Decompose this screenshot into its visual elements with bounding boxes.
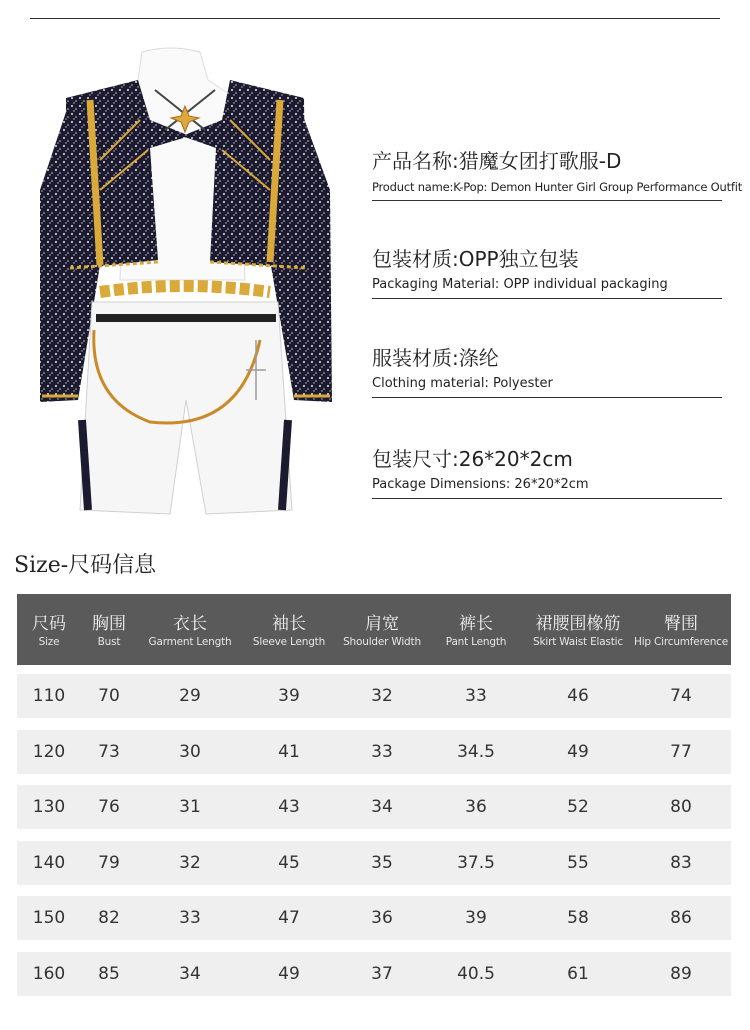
table-cell: 33	[465, 686, 487, 706]
table-cell: 45	[278, 852, 300, 873]
spec-product-name-cn: 产品名称:猎魔女团打歌服-D	[372, 149, 622, 173]
table-cell: 140	[32, 852, 66, 873]
table-cell: 52	[567, 797, 589, 817]
table-cell: 79	[98, 852, 120, 873]
header-shoulder-width	[337, 594, 427, 665]
header-cn: 尺码	[32, 614, 66, 634]
table-cell: 34	[179, 963, 201, 984]
header-size	[17, 594, 81, 665]
spec-package-dimensions-en: Package Dimensions: 26*20*2cm	[372, 477, 589, 492]
table-row	[17, 730, 731, 774]
table-cell: 37.5	[457, 852, 495, 873]
spec-packaging-material	[372, 246, 722, 299]
table-cell: 150	[32, 908, 66, 928]
header-en: Hip Circumference	[634, 636, 728, 648]
header-en: Skirt Waist Elastic	[533, 636, 623, 648]
header-cn: 肩宽	[365, 614, 399, 634]
spec-clothing-material	[372, 345, 722, 398]
table-cell: 49	[567, 741, 589, 762]
table-cell: 89	[670, 963, 692, 984]
table-cell: 34.5	[457, 741, 495, 762]
table-cell: 70	[98, 686, 120, 706]
table-row	[17, 841, 731, 885]
table-cell: 58	[567, 908, 589, 928]
table-cell: 32	[179, 852, 201, 873]
table-cell: 33	[179, 908, 201, 928]
table-row	[17, 785, 731, 829]
size-section-title: Size-尺码信息	[14, 553, 157, 578]
spec-clothing-material-en: Clothing material: Polyester	[372, 376, 553, 391]
table-cell: 43	[278, 797, 300, 817]
table-cell: 120	[32, 741, 66, 762]
table-row	[17, 896, 731, 940]
table-cell: 160	[32, 963, 66, 984]
header-en: Pant Length	[445, 636, 507, 648]
spec-divider	[372, 298, 722, 299]
table-cell: 39	[465, 908, 487, 928]
spec-divider	[372, 200, 722, 201]
table-cell: 31	[179, 797, 201, 817]
header-cn: 衣长	[173, 614, 207, 634]
table-cell: 47	[278, 908, 300, 928]
header-en: Sleeve Length	[252, 636, 326, 648]
header-en: Size	[38, 636, 60, 648]
table-cell: 77	[670, 741, 692, 762]
table-cell: 36	[371, 908, 393, 928]
header-cn: 袖长	[272, 614, 306, 634]
table-cell: 34	[371, 797, 393, 817]
header-cn: 裤长	[459, 614, 493, 634]
table-cell: 29	[179, 686, 201, 706]
table-cell: 46	[567, 686, 589, 706]
table-cell: 39	[278, 686, 300, 706]
spec-clothing-material-cn: 服装材质:涤纶	[372, 346, 499, 370]
header-sleeve-length	[241, 594, 337, 665]
size-table-header	[17, 594, 731, 665]
table-row	[17, 952, 731, 996]
product-image	[30, 40, 340, 530]
table-cell: 73	[98, 741, 120, 762]
table-cell: 37	[371, 963, 393, 984]
header-cn: 臀围	[664, 614, 698, 634]
header-en: Bust	[97, 636, 121, 648]
spec-divider	[372, 397, 722, 398]
table-cell: 49	[278, 963, 300, 984]
spec-package-dimensions	[372, 446, 722, 499]
spec-packaging-material-cn: 包装材质:OPP独立包装	[372, 247, 579, 271]
outfit-illustration	[30, 40, 340, 530]
header-cn: 胸围	[92, 614, 126, 634]
spec-package-dimensions-cn: 包装尺寸:26*20*2cm	[372, 447, 573, 471]
table-cell: 33	[371, 741, 393, 762]
header-cn: 裙腰围橡筋	[535, 614, 621, 634]
table-cell: 55	[567, 852, 589, 873]
table-cell: 41	[278, 741, 300, 762]
table-cell: 35	[371, 852, 393, 873]
table-cell: 40.5	[457, 963, 495, 984]
header-en: Shoulder Width	[343, 636, 421, 648]
table-cell: 83	[670, 852, 692, 873]
table-cell: 74	[670, 686, 692, 706]
header-en: Garment Length	[148, 636, 232, 648]
header-skirt-waist-elastic	[525, 594, 631, 665]
table-cell: 30	[179, 741, 201, 762]
table-cell: 85	[98, 963, 120, 984]
size-table	[17, 594, 731, 984]
table-cell: 110	[32, 686, 66, 706]
table-cell: 82	[98, 908, 120, 928]
spec-product-name-en: Product name:K-Pop: Demon Hunter Girl Group Performance Outfit	[372, 180, 743, 194]
table-cell: 36	[465, 797, 487, 817]
spec-divider	[372, 498, 722, 499]
spec-packaging-material-en: Packaging Material: OPP individual packaging	[372, 277, 668, 292]
spec-product-name	[372, 148, 743, 201]
header-bust	[81, 594, 137, 665]
top-divider	[30, 18, 720, 19]
header-hip-circumference	[631, 594, 731, 665]
table-cell: 86	[670, 908, 692, 928]
table-cell: 61	[567, 963, 589, 984]
header-garment-length	[139, 594, 241, 665]
table-cell: 130	[32, 797, 66, 817]
table-cell: 32	[371, 686, 393, 706]
table-cell: 80	[670, 797, 692, 817]
table-row	[17, 674, 731, 718]
table-cell: 76	[98, 797, 120, 817]
header-pant-length	[429, 594, 523, 665]
